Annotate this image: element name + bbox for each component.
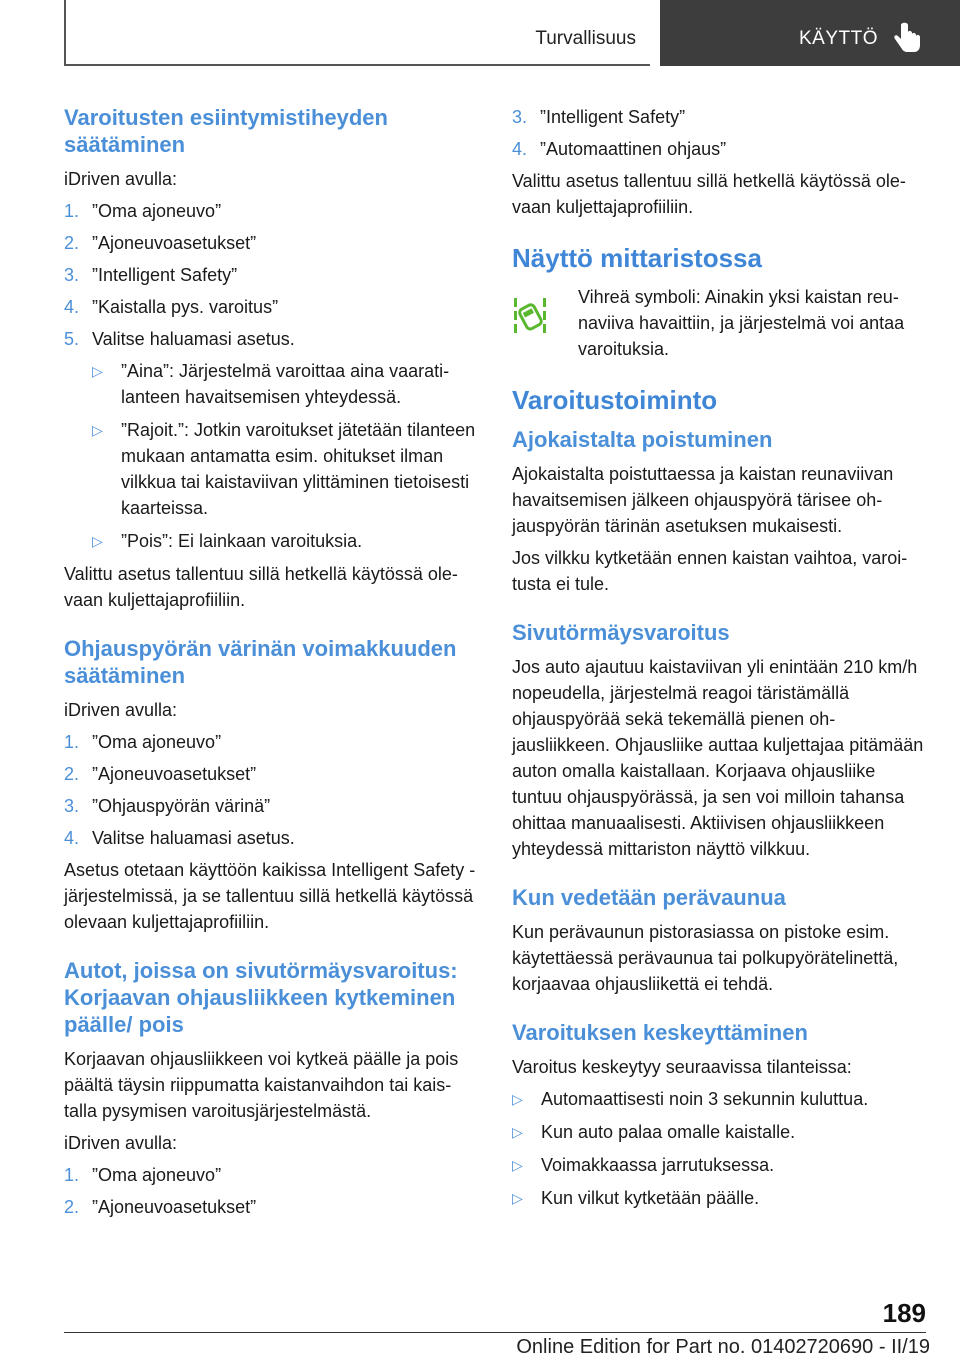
header-chapter-tab	[660, 0, 960, 66]
bullet-item	[512, 1152, 926, 1178]
options-list	[92, 358, 478, 554]
body-text: Jos auto ajautuu kaistaviivan yli enintään 210 km/h nopeudella, järjestelmä reagoi täristämällä ohjauspyörää sekä tekemällä pienen ohjausliikkeen. Ohjausliike auttaa kuljettajaa pitämään auton omalla kaistallaan. Korjaava ohjausliike tuntuu ohjauspyörässä, ja sen voi milloin tahansa ohittaa manuaalisesti. Aktiivisen ohjausliikkeen yhteydessä mittariston näyttö vilkkuu.	[512, 657, 924, 859]
right-column	[512, 100, 926, 1218]
step-item	[512, 136, 926, 162]
bullet-text: ”Pois”: Ei lainkaan varoituksia.	[121, 531, 363, 551]
lane-assist-green-icon	[512, 284, 578, 362]
header-chapter-label: KÄYTTÖ	[798, 28, 878, 49]
step-item	[64, 825, 478, 851]
bullet-item	[512, 1086, 926, 1112]
steps-list	[64, 1162, 478, 1220]
bullet-item	[92, 358, 478, 410]
section-title-warning-frequency: Varoitusten esiintymistiheyden säätäminen	[64, 105, 388, 157]
display-symbol-text: Vihreä symboli: Ainakin yksi kaistan reunaviiva havaittiin, ja järjestelmä voi antaa varoituksia.	[578, 287, 905, 359]
header-bottom-rule	[64, 64, 650, 66]
step-number: 3.	[64, 265, 80, 285]
intro-text: Varoitus keskeytyy seuraavissa tilanteissa:	[512, 1057, 852, 1077]
display-symbol-row	[512, 284, 926, 362]
body-text: Korjaavan ohjausliikkeen voi kytkeä päälle ja pois päältä täysin riippumatta kaistanvaihdon tai kaistalla pysymisen varoitusjärjestelmästä.	[64, 1049, 459, 1121]
step-number: 3.	[512, 107, 528, 127]
footer-edition: Online Edition for Part no. 01402720690 - II/19	[516, 1336, 930, 1358]
step-number: 5.	[64, 329, 80, 349]
step-text: ”Oma ajoneuvo”	[92, 1165, 222, 1185]
step-number: 4.	[64, 297, 80, 317]
step-text: ”Intelligent Safety”	[540, 107, 686, 127]
step-text: Valitse haluamasi asetus.	[92, 828, 295, 848]
step-item	[64, 198, 478, 224]
step-text: ”Ohjauspyörän värinä”	[92, 796, 271, 816]
triangle-bullet-icon: ▷	[512, 1124, 523, 1140]
step-number: 1.	[64, 1165, 80, 1185]
steps-list-continued	[512, 104, 926, 162]
page-number: 189	[882, 1298, 926, 1328]
bullet-item	[512, 1185, 926, 1211]
step-item	[64, 294, 478, 320]
header-section-title: Turvallisuus	[535, 28, 636, 49]
triangle-bullet-icon: ▷	[512, 1190, 523, 1206]
step-number: 2.	[64, 233, 80, 253]
intro-text: iDriven avulla:	[64, 169, 178, 189]
triangle-bullet-icon: ▷	[92, 533, 103, 549]
section-title-lane-departure: Ajokaistalta poistuminen	[512, 427, 773, 452]
step-item	[64, 761, 478, 787]
triangle-bullet-icon: ▷	[512, 1157, 523, 1173]
section-title-steering-vibration: Ohjauspyörän värinän voimakkuuden säätäminen	[64, 636, 457, 688]
steps-list	[64, 729, 478, 851]
triangle-bullet-icon: ▷	[92, 363, 103, 379]
step-text: ”Automaattinen ohjaus”	[540, 139, 727, 159]
intro-text: iDriven avulla:	[64, 1133, 178, 1153]
bullet-text: Kun vilkut kytketään päälle.	[541, 1188, 760, 1208]
body-text: Kun perävaunun pistorasiassa on pistoke esim. käytettäessä perävaunua tai polkupyörätelinettä, korjaavaa ohjausliikettä ei tehdä.	[512, 922, 899, 994]
pause-conditions-list	[512, 1086, 926, 1211]
step-item	[64, 1194, 478, 1220]
section-title-display: Näyttö mittaristossa	[512, 243, 762, 273]
step-item	[512, 104, 926, 130]
step-number: 1.	[64, 201, 80, 221]
step-text: ”Oma ajoneuvo”	[92, 201, 222, 221]
bullet-text: Kun auto palaa omalle kaistalle.	[541, 1122, 796, 1142]
body-text: Jos vilkku kytketään ennen kaistan vaihtoa, varoitusta ei tule.	[512, 548, 908, 594]
step-text: ”Ajoneuvoasetukset”	[92, 1197, 257, 1217]
bullet-item	[92, 528, 478, 554]
step-number: 4.	[64, 828, 80, 848]
bullet-item	[512, 1119, 926, 1145]
step-item	[64, 793, 478, 819]
body-text: Ajokaistalta poistuttaessa ja kaistan reunaviivan havaitsemisen jälkeen ohjauspyörä tärisee ohjauspyörän tärinän asetuksen mukaisesti.	[512, 464, 894, 536]
step-number: 2.	[64, 764, 80, 784]
section-title-warning-pause: Varoituksen keskeyttäminen	[512, 1020, 808, 1045]
note-text: Asetus otetaan käyttöön kaikissa Intelligent Safety -järjestelmissä, ja se tallentuu sillä hetkellä käytössä olevaan kuljettajaprofiiliin.	[64, 860, 476, 932]
step-item	[64, 262, 478, 288]
bullet-text: Automaattisesti noin 3 sekunnin kuluttua.	[541, 1089, 869, 1109]
hand-pointer-icon	[892, 22, 922, 54]
step-number: 4.	[512, 139, 528, 159]
section-title-corrective-steering: Autot, joissa on sivutörmäysvaroitus: Korjaavan ohjausliikkeen kytkeminen päälle/ pois	[64, 958, 458, 1037]
step-number: 1.	[64, 732, 80, 752]
step-number: 2.	[64, 1197, 80, 1217]
footer-rule	[64, 1332, 926, 1333]
section-title-trailer: Kun vedetään perävaunua	[512, 885, 786, 910]
section-title-warning-function: Varoitustoiminto	[512, 385, 718, 415]
step-item	[64, 1162, 478, 1188]
intro-text: iDriven avulla:	[64, 700, 178, 720]
left-column	[64, 100, 478, 1226]
step-text: ”Oma ajoneuvo”	[92, 732, 222, 752]
section-title-side-collision: Sivutörmäysvaroitus	[512, 620, 730, 645]
note-text: Valittu asetus tallentuu sillä hetkellä käytössä olevaan kuljettajaprofiiliin.	[512, 171, 906, 217]
triangle-bullet-icon: ▷	[92, 422, 103, 438]
step-item	[64, 729, 478, 755]
triangle-bullet-icon: ▷	[512, 1091, 523, 1107]
step-text: Valitse haluamasi asetus.	[92, 329, 295, 349]
step-text: ”Ajoneuvoasetukset”	[92, 233, 257, 253]
step-number: 3.	[64, 796, 80, 816]
bullet-text: Voimakkaassa jarrutuksessa.	[541, 1155, 775, 1175]
step-text: ”Intelligent Safety”	[92, 265, 238, 285]
bullet-text: ”Aina”: Järjestelmä varoittaa aina vaaratilanteen havaitsemisen yhteydessä.	[121, 361, 450, 407]
step-text: ”Ajoneuvoasetukset”	[92, 764, 257, 784]
step-text: ”Kaistalla pys. varoitus”	[92, 297, 279, 317]
step-item	[64, 230, 478, 256]
note-text: Valittu asetus tallentuu sillä hetkellä käytössä olevaan kuljettajaprofiiliin.	[64, 564, 458, 610]
step-item	[64, 326, 478, 352]
bullet-text: ”Rajoit.”: Jotkin varoitukset jätetään tilanteen mukaan antamatta esim. ohitukset ilman vilkkua tai kaistaviivan ylittäminen tietoisesti kaarteissa.	[121, 420, 476, 518]
bullet-item	[92, 417, 478, 521]
steps-list	[64, 198, 478, 352]
